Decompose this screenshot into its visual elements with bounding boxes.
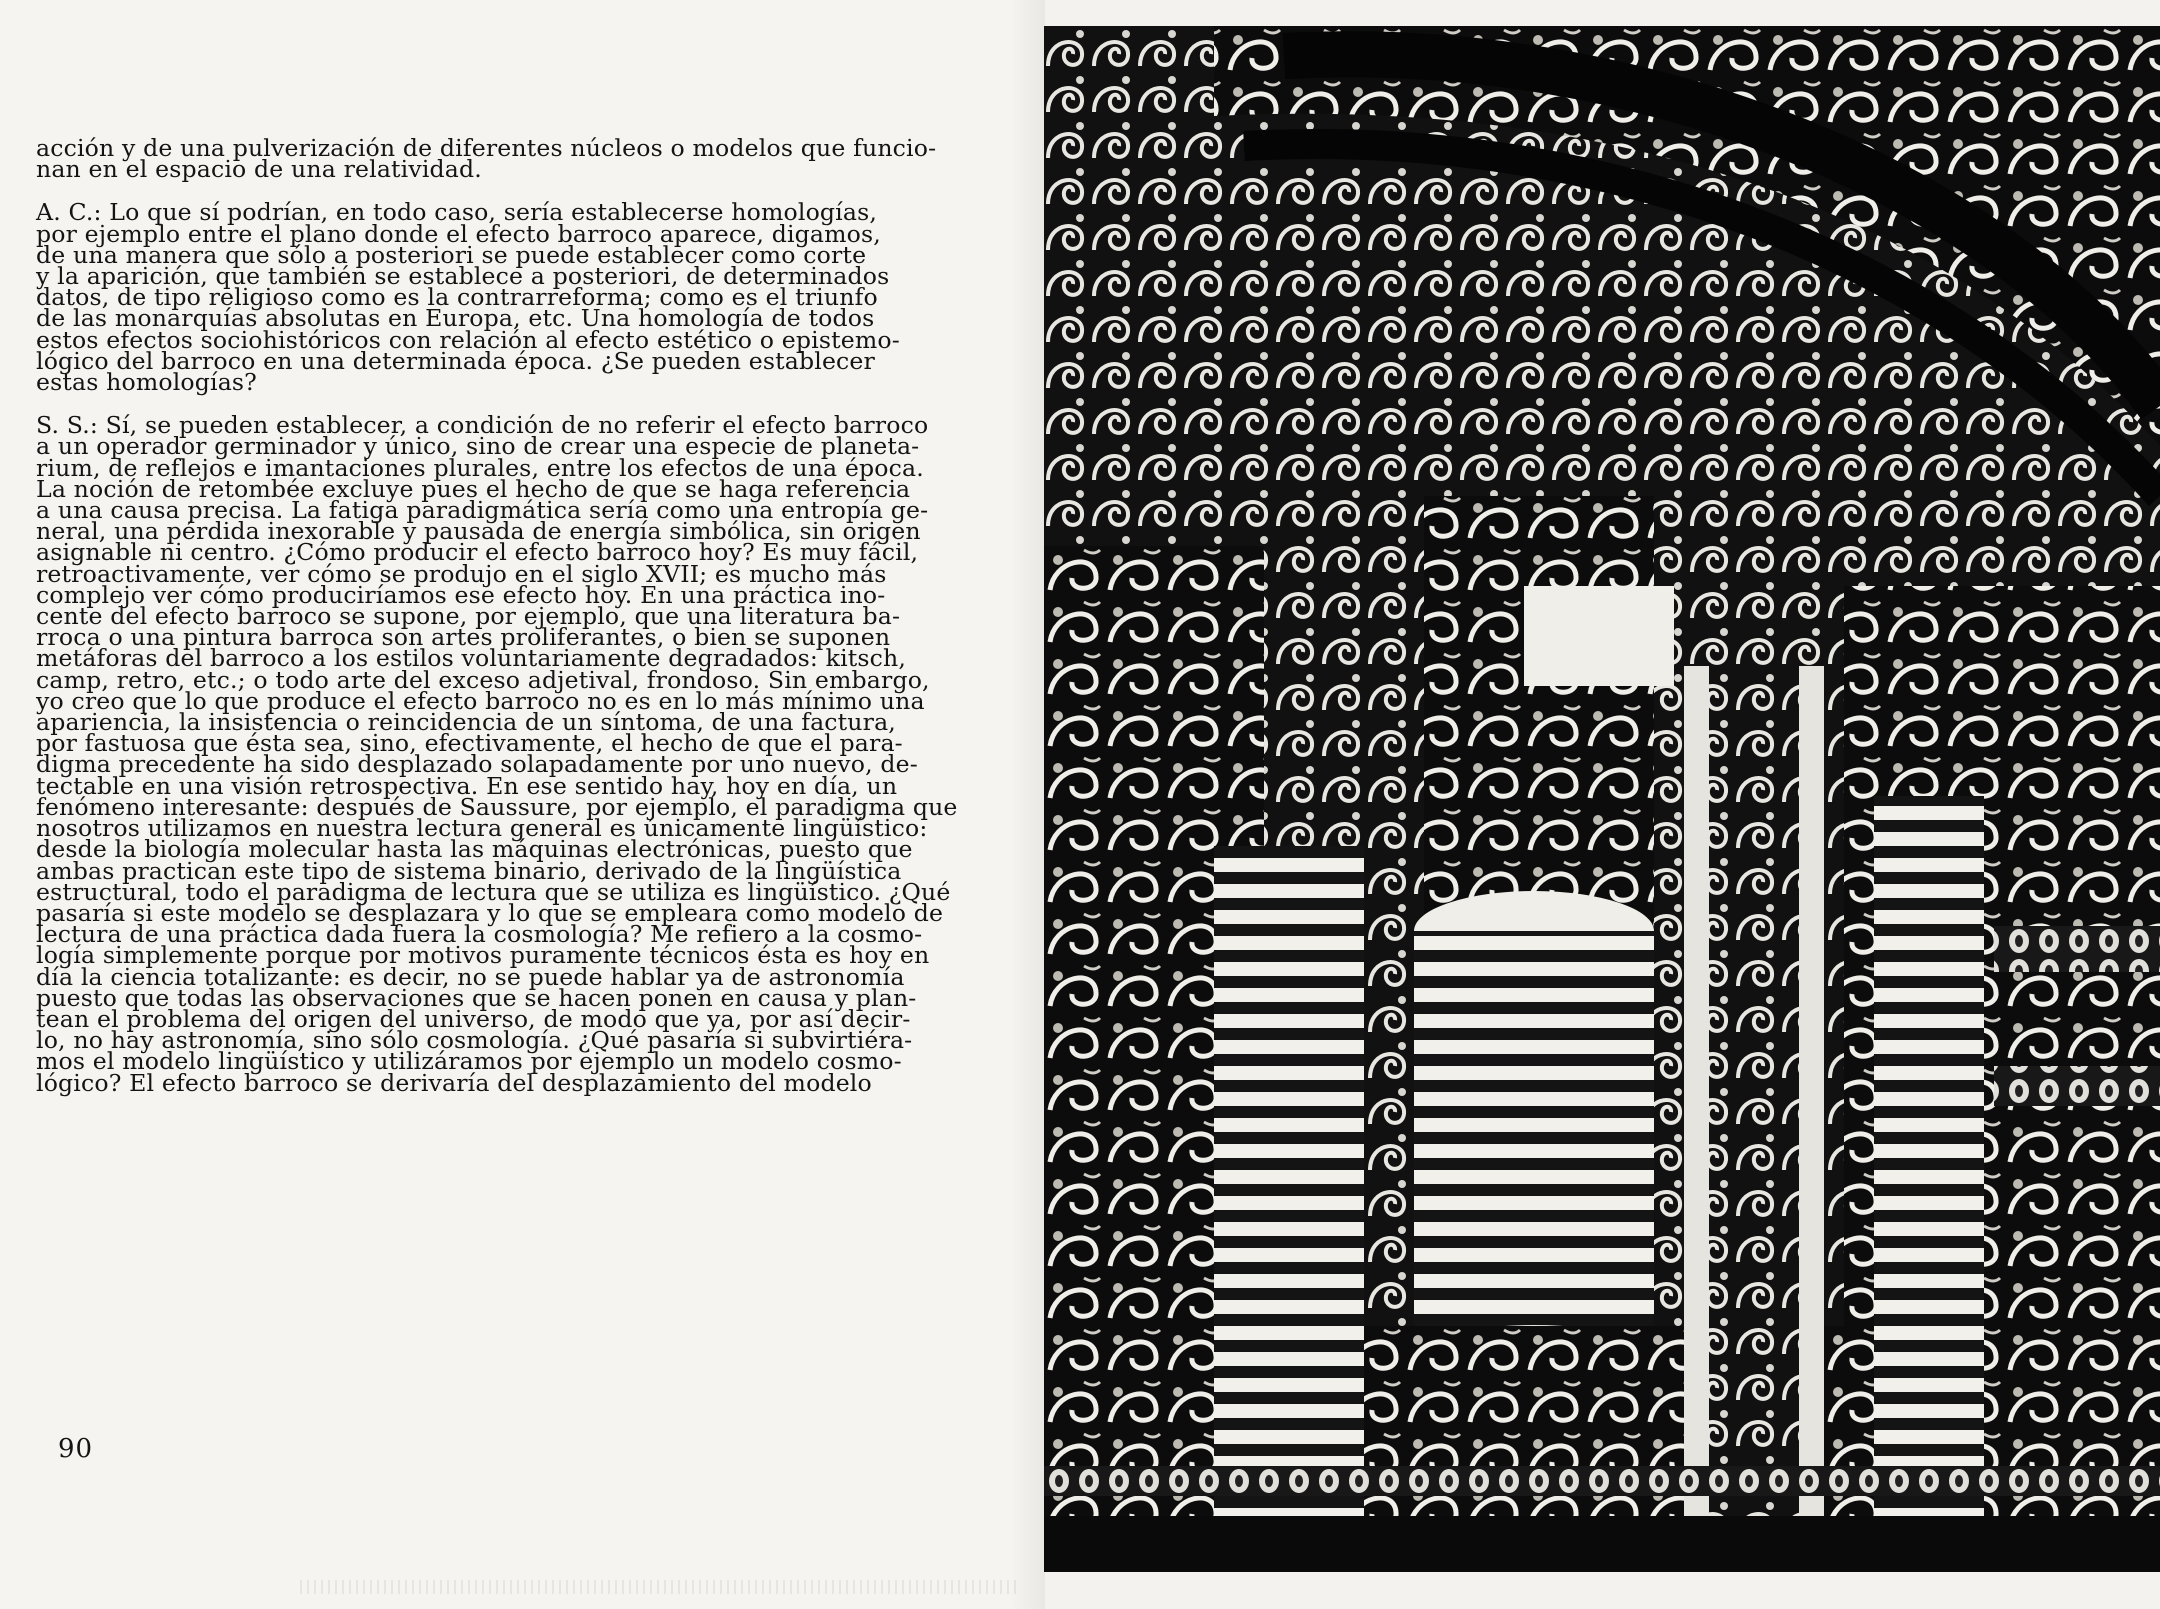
text-line: La noción de retombée excluye pues el hecho de que se haga referencia [36, 474, 911, 503]
text-line: estas homologías? [36, 368, 257, 397]
text-line: retroactivamente, ver cómo se produjo en el siglo XVII; es mucho más [36, 559, 887, 588]
text-line: tean el problema del origen del universo, de modo que ya, por así decir- [36, 1004, 911, 1033]
text-line: apariencia, la insistencia o reincidencia de un síntoma, de una factura, [36, 708, 896, 737]
ornament-image-icon [1044, 26, 2160, 1572]
text-line: lógico? El efecto barroco se derivaría del desplazamiento del modelo [36, 1068, 872, 1097]
text-line: camp, retro, etc.; o todo arte del exceso adjetival, frondoso. Sin embargo, [36, 665, 930, 694]
text-line: cente del efecto barroco se supone, por ejemplo, que una literatura ba- [36, 602, 901, 631]
text-line: a una causa precisa. La fatiga paradigmática sería como una entropía ge- [36, 496, 929, 525]
text-line: A. C.: Lo que sí podrían, en todo caso, sería establecerse homologías, [36, 198, 877, 227]
paragraph [36, 198, 912, 397]
text-line: neral, una pérdida inexorable y pausada de energía simbólica, sin origen [36, 517, 921, 546]
text-line: mos el modelo lingüístico y utilizáramos por ejemplo un modelo cosmo- [36, 1047, 902, 1076]
scan-noise [300, 1580, 1020, 1594]
text-line: día la ciencia totalizante: es decir, no se puede hablar ya de astronomía [36, 962, 905, 991]
text-line: metáforas del barroco a los estilos voluntariamente degradados: kitsch, [36, 644, 907, 673]
text-line: desde la biología molecular hasta las máquinas electrónicas, puesto que [36, 835, 913, 864]
text-line: fenómeno interesante: después de Saussure, por ejemplo, el paradigma que [36, 792, 958, 821]
text-line: de las monarquías absolutas en Europa, etc. Una homología de todos [36, 304, 875, 333]
body-text [36, 134, 958, 1097]
text-line: complejo ver cómo produciríamos ese efecto hoy. En una práctica ino- [36, 580, 886, 609]
text-line: digma precedente ha sido desplazado solapadamente por uno nuevo, de- [36, 750, 918, 779]
text-line: S. S.: Sí, se pueden establecer, a condición de no referir el efecto barroco [36, 411, 929, 440]
paragraph [36, 134, 937, 184]
text-line: lo, no hay astronomía, sino sólo cosmología. ¿Qué pasaría si subvirtiéra- [36, 1026, 913, 1055]
text-line: logía simplemente porque por motivos puramente técnicos ésta es hoy en [36, 941, 930, 970]
text-line: acción y de una pulverización de diferentes núcleos o modelos que funcio- [36, 134, 937, 162]
text-line: pasaría si este modelo se desplazara y lo que se empleara como modelo de [36, 898, 944, 927]
text-line: tectable en una visión retrospectiva. En ese sentido hay, hoy en día, un [36, 771, 898, 800]
text-line: estructural, todo el paradigma de lectura que se utiliza es lingüístico. ¿Qué [36, 877, 951, 906]
text-line: rium, de reflejos e imantaciones plurales, entre los efectos de una época. [36, 453, 924, 482]
left-page [0, 0, 1045, 1609]
text-line: datos, de tipo religioso como es la contrarreforma; como es el triunfo [36, 283, 878, 312]
text-line: a un operador germinador y único, sino de crear una especie de planeta- [36, 432, 920, 461]
text-line: por fastuosa que ésta sea, sino, efectivamente, el hecho de que el para- [36, 729, 903, 758]
text-line: de una manera que sólo a posteriori se puede establecer como corte [36, 240, 867, 269]
text-line: nosotros utilizamos en nuestra lectura general es únicamente lingüístico: [36, 814, 928, 843]
text-line: yo creo que lo que produce el efecto barroco no es en lo más mínimo una [36, 686, 925, 715]
baroque-ornament-photo [1044, 26, 2160, 1572]
text-line: lectura de una práctica dada fuera la cosmología? Me refiero a la cosmo- [36, 920, 923, 949]
text-line: rroca o una pintura barroca son artes proliferantes, o bien se suponen [36, 623, 891, 652]
text-line: asignable ni centro. ¿Cómo producir el efecto barroco hoy? Es muy fácil, [36, 538, 919, 567]
paragraph [36, 411, 958, 1097]
text-line: por ejemplo entre el plano donde el efecto barroco aparece, digamos, [36, 219, 881, 248]
text-line: ambas practican este tipo de sistema binario, derivado de la lingüística [36, 856, 902, 885]
page-number: 90 [58, 1434, 94, 1464]
text-line: puesto que todas las observaciones que se hacen ponen en causa y plan- [36, 983, 917, 1012]
text-line: nan en el espacio de una relatividad. [36, 155, 482, 184]
text-line: y la aparición, que también se establece a posteriori, de determinados [36, 262, 890, 291]
text-line: estos efectos sociohistóricos con relación al efecto estético o epistemo- [36, 325, 900, 354]
text-line: lógico del barroco en una determinada época. ¿Se pueden establecer [36, 346, 875, 375]
